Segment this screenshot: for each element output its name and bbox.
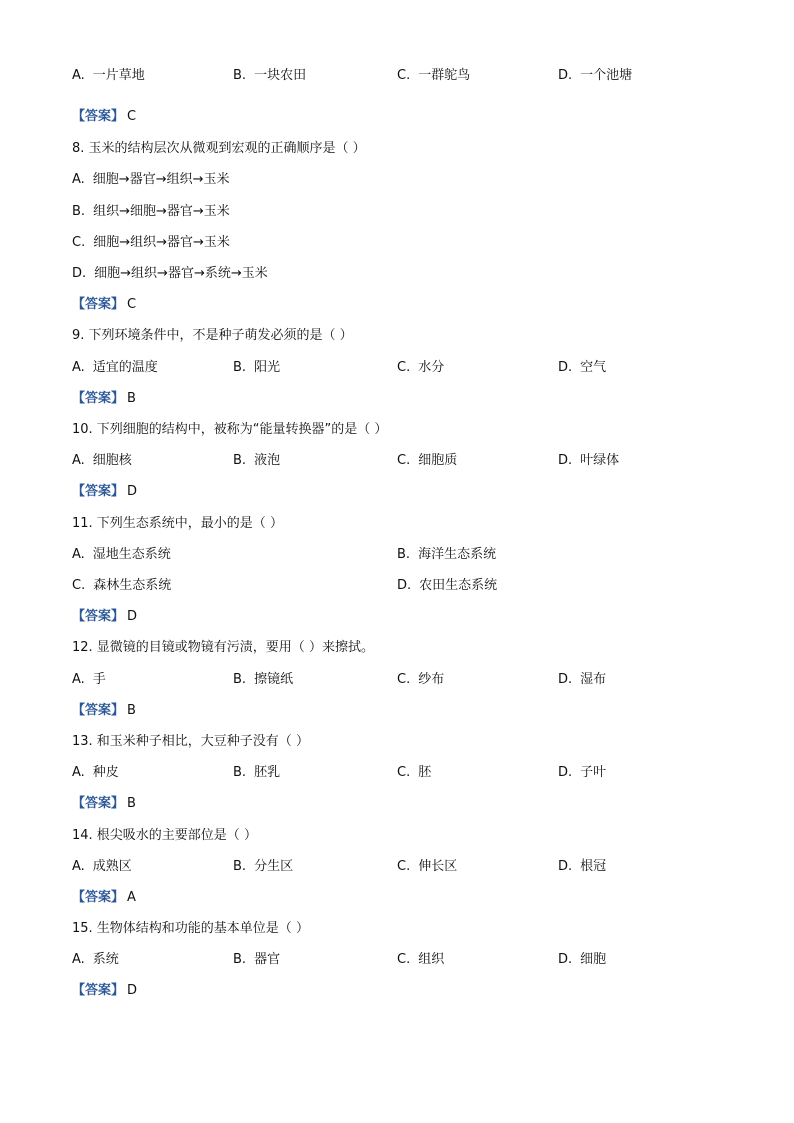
q9-option-d — [558, 358, 606, 378]
answer-tag: 答案 — [85, 796, 112, 811]
q9-option-a — [72, 358, 158, 378]
option-text: 器官 — [254, 952, 281, 967]
q12-option-d — [558, 670, 606, 690]
answer-tag: 答案 — [85, 109, 112, 124]
q14-option-b — [233, 857, 293, 877]
option-text: 空气 — [580, 360, 607, 375]
q11-option-c — [72, 576, 171, 596]
option-letter: B. — [233, 360, 247, 375]
option-letter: D. — [397, 578, 412, 593]
answer-value: A — [127, 890, 136, 905]
option-letter: B. — [233, 453, 247, 468]
option-letter: B. — [72, 204, 86, 219]
q8-option-c — [72, 233, 230, 253]
q13-option-a — [72, 763, 119, 783]
q13-stem: 13. 和玉米种子相比，大豆种子没有（ ） — [72, 734, 309, 749]
option-letter: B. — [233, 68, 247, 83]
option-letter: A. — [72, 172, 85, 187]
option-letter: A. — [72, 952, 85, 967]
q7-option-b — [233, 66, 306, 86]
option-letter: C. — [397, 952, 411, 967]
option-letter: C. — [397, 453, 411, 468]
option-text: 手 — [92, 672, 106, 687]
q11-option-b — [397, 545, 496, 565]
q14-answer: 【答案】 A — [72, 890, 136, 905]
answer-tag: 答案 — [85, 703, 112, 718]
option-letter: A. — [72, 859, 85, 874]
q13-answer: 【答案】 B — [72, 796, 136, 811]
option-text: 分生区 — [254, 859, 294, 874]
option-text: 水分 — [418, 360, 445, 375]
option-letter: C. — [397, 68, 411, 83]
option-text: 胚乳 — [254, 765, 281, 780]
q10-answer: 【答案】 D — [72, 484, 138, 499]
option-text: 细胞质 — [418, 453, 458, 468]
option-letter: D. — [558, 765, 573, 780]
option-letter: C. — [397, 672, 411, 687]
q7-option-c — [397, 66, 470, 86]
option-letter: B. — [233, 765, 247, 780]
option-letter: C. — [397, 859, 411, 874]
option-text: 擦镜纸 — [254, 672, 294, 687]
option-letter: D. — [558, 453, 573, 468]
answer-tag: 答案 — [85, 484, 112, 499]
option-text: 组织→细胞→器官→玉米 — [93, 204, 230, 219]
answer-tag: 答案 — [85, 297, 112, 312]
q13-option-d — [558, 763, 606, 783]
q11-option-a — [72, 545, 171, 565]
q15-option-c — [397, 950, 444, 970]
option-text: 一个池塘 — [580, 68, 633, 83]
option-text: 农田生态系统 — [419, 578, 498, 593]
option-text: 细胞→器官→组织→玉米 — [92, 172, 230, 187]
q8-stem: 8. 玉米的结构层次从微观到宏观的正确顺序是（ ） — [72, 141, 366, 156]
option-text: 适宜的温度 — [92, 360, 158, 375]
option-text: 一块农田 — [254, 68, 307, 83]
q11-answer: 【答案】 D — [72, 609, 138, 624]
option-text: 湿地生态系统 — [92, 547, 171, 562]
q8-option-d — [72, 264, 268, 284]
q15-answer: 【答案】 D — [72, 983, 138, 998]
option-text: 海洋生态系统 — [418, 547, 497, 562]
option-letter: B. — [233, 952, 247, 967]
option-text: 种皮 — [92, 765, 119, 780]
q12-option-b — [233, 670, 293, 690]
q15-option-b — [233, 950, 280, 970]
q14-option-c — [397, 857, 457, 877]
q14-option-d — [558, 857, 606, 877]
option-letter: B. — [233, 672, 247, 687]
q10-stem: 10. 下列细胞的结构中，被称为“能量转换器”的是（ ） — [72, 422, 388, 437]
q7-answer: 【答案】 C — [72, 109, 137, 124]
option-text: 子叶 — [580, 765, 607, 780]
option-text: 伸长区 — [418, 859, 458, 874]
option-text: 一群鸵鸟 — [418, 68, 471, 83]
option-letter: D. — [558, 68, 573, 83]
q11-option-d — [397, 576, 497, 596]
q13-option-c — [397, 763, 431, 783]
answer-value: B — [127, 796, 136, 811]
q10-option-b — [233, 451, 280, 471]
q10-option-a — [72, 451, 132, 471]
answer-value: D — [127, 484, 138, 499]
option-letter: A. — [72, 765, 85, 780]
option-letter: D. — [558, 360, 573, 375]
option-text: 组织 — [418, 952, 445, 967]
option-letter: D. — [558, 859, 573, 874]
q15-option-d — [558, 950, 606, 970]
q9-answer: 【答案】 B — [72, 391, 136, 406]
option-letter: B. — [233, 859, 247, 874]
option-text: 根冠 — [580, 859, 607, 874]
option-letter: A. — [72, 453, 85, 468]
q10-option-d — [558, 451, 619, 471]
q7-option-a — [72, 66, 145, 86]
option-text: 湿布 — [580, 672, 607, 687]
option-text: 细胞核 — [92, 453, 132, 468]
option-text: 液泡 — [254, 453, 281, 468]
option-letter: C. — [397, 765, 411, 780]
option-letter: A. — [72, 672, 85, 687]
answer-value: C — [127, 109, 137, 124]
option-letter: D. — [72, 266, 87, 281]
answer-tag: 答案 — [85, 890, 112, 905]
answer-tag: 答案 — [85, 609, 112, 624]
option-text: 细胞 — [580, 952, 607, 967]
option-letter: D. — [558, 672, 573, 687]
option-letter: A. — [72, 547, 85, 562]
q9-stem: 9. 下列环境条件中，不是种子萌发必须的是（ ） — [72, 328, 353, 343]
q12-stem: 12. 显微镜的目镜或物镜有污渍，要用（ ）来擦拭。 — [72, 640, 374, 655]
answer-value: B — [127, 703, 136, 718]
option-text: 叶绿体 — [580, 453, 620, 468]
q14-stem: 14. 根尖吸水的主要部位是（ ） — [72, 828, 257, 843]
option-text: 细胞→组织→器官→玉米 — [93, 235, 230, 250]
option-text: 胚 — [418, 765, 432, 780]
q10-option-c — [397, 451, 457, 471]
option-text: 森林生态系统 — [93, 578, 172, 593]
option-letter: B. — [397, 547, 411, 562]
q15-option-a — [72, 950, 119, 970]
q8-option-a — [72, 170, 229, 190]
q14-option-a — [72, 857, 132, 877]
q12-answer: 【答案】 B — [72, 703, 136, 718]
q9-option-c — [397, 358, 444, 378]
answer-value: D — [127, 983, 138, 998]
q12-option-c — [397, 670, 444, 690]
q11-stem: 11. 下列生态系统中，最小的是（ ） — [72, 516, 283, 531]
option-text: 细胞→组织→器官→系统→玉米 — [94, 266, 268, 281]
option-letter: C. — [72, 235, 86, 250]
option-letter: D. — [558, 952, 573, 967]
option-text: 阳光 — [254, 360, 281, 375]
answer-value: C — [127, 297, 137, 312]
q8-option-b — [72, 202, 230, 222]
answer-value: D — [127, 609, 138, 624]
q7-option-d — [558, 66, 632, 86]
q12-option-a — [72, 670, 106, 690]
option-letter: C. — [72, 578, 86, 593]
answer-tag: 答案 — [85, 983, 112, 998]
q15-stem: 15. 生物体结构和功能的基本单位是（ ） — [72, 921, 309, 936]
option-letter: C. — [397, 360, 411, 375]
q13-option-b — [233, 763, 280, 783]
q8-answer: 【答案】 C — [72, 297, 137, 312]
q9-option-b — [233, 358, 280, 378]
option-text: 纱布 — [418, 672, 445, 687]
answer-tag: 答案 — [85, 391, 112, 406]
option-text: 一片草地 — [92, 68, 145, 83]
option-letter: A. — [72, 360, 85, 375]
option-text: 成熟区 — [92, 859, 132, 874]
option-text: 系统 — [92, 952, 119, 967]
answer-value: B — [127, 391, 136, 406]
option-letter: A. — [72, 68, 85, 83]
